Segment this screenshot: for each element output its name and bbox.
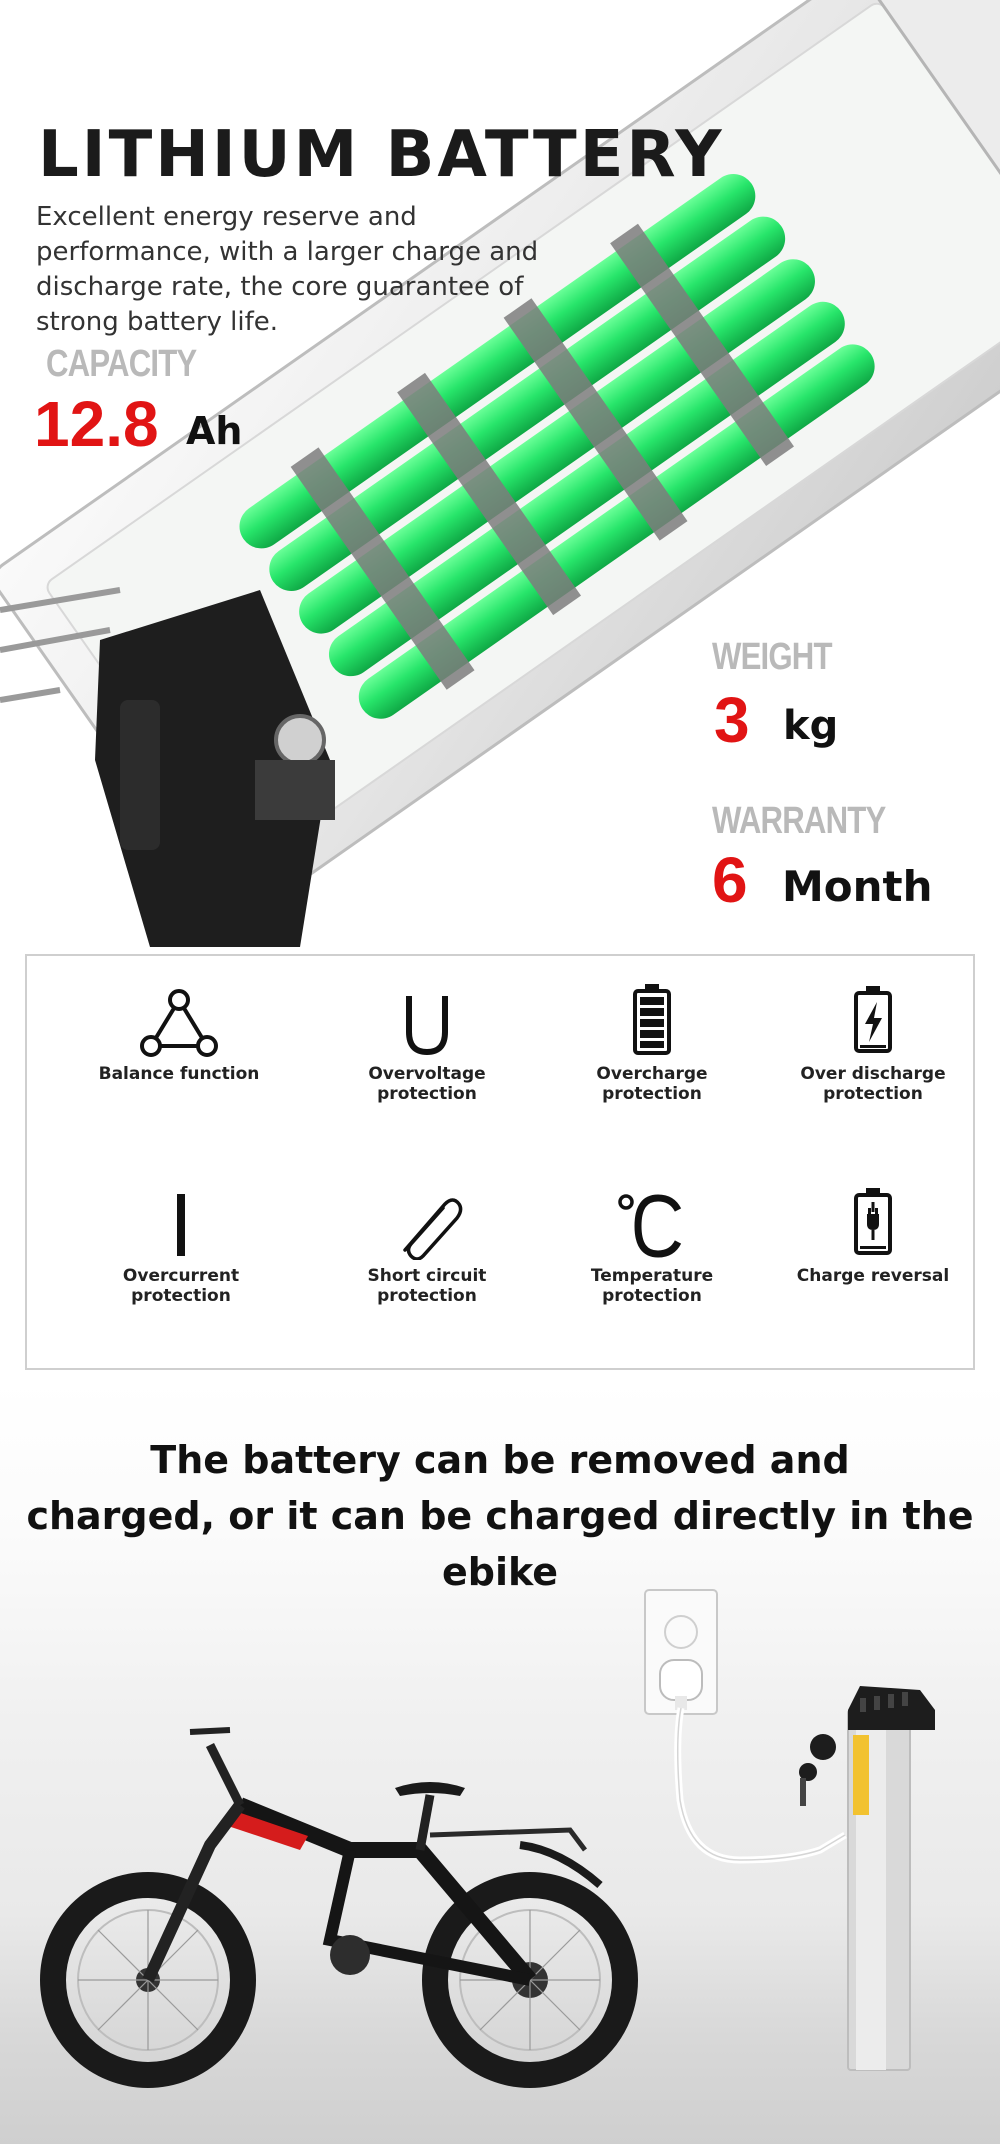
battery-bolt-icon (773, 982, 973, 1058)
charging-cable (678, 1708, 845, 1860)
feature-label: Charge reversal (796, 1266, 950, 1286)
celsius-icon (552, 1190, 752, 1260)
weight-value: 3 (714, 684, 750, 756)
protection-features-panel (25, 954, 975, 1370)
battery-plug-icon (773, 1184, 973, 1260)
feature-temperature-protection (552, 1190, 752, 1306)
feature-overcurrent-protection (81, 1190, 281, 1306)
page-title: LITHIUM BATTERY (38, 118, 725, 192)
headline-line-1: The battery can be removed and (150, 1438, 850, 1482)
feature-label: Overcharge protection (596, 1064, 708, 1104)
triangle-nodes-icon (79, 988, 279, 1058)
feature-label: Over discharge protection (800, 1064, 946, 1104)
weight-unit: kg (783, 703, 839, 749)
feature-short-circuit-protection (327, 1190, 527, 1306)
feature-over-discharge-protection (773, 982, 973, 1104)
warranty-label: WARRANTY (712, 800, 886, 842)
charging-illustration (0, 1380, 1000, 2144)
feature-balance-function (79, 988, 279, 1084)
hero-section (0, 0, 1000, 947)
feature-label: Temperature protection (590, 1266, 714, 1306)
removable-battery (799, 1686, 935, 2070)
ebike-illustration (53, 1730, 625, 2075)
feature-overvoltage-protection (327, 988, 527, 1104)
warranty-value: 6 (712, 844, 748, 916)
headline-line-2: charged, or it can be charged directly in the ebike (26, 1494, 974, 1594)
feature-label: Balance function (98, 1064, 260, 1084)
capacity-value: 12.8 (34, 388, 159, 460)
weight-label: WEIGHT (712, 636, 832, 678)
battery-full-icon (552, 982, 752, 1058)
i-bar-icon (81, 1190, 281, 1260)
capacity-label: CAPACITY (46, 343, 197, 385)
feature-label: Short circuit protection (367, 1266, 487, 1306)
charging-section (0, 1380, 1000, 2144)
hero-description: Excellent energy reserve and performance, with a larger charge and discharge rate, the core guarantee of strong battery life. (36, 202, 539, 337)
feature-label: Overvoltage protection (368, 1064, 486, 1104)
feature-label: Overcurrent protection (122, 1266, 240, 1306)
feature-charge-reversal (773, 1184, 973, 1286)
u-icon (327, 988, 527, 1058)
paperclip-icon (327, 1190, 527, 1260)
feature-overcharge-protection (552, 982, 752, 1104)
capacity-unit: Ah (186, 409, 243, 453)
warranty-unit: Month (782, 862, 933, 911)
wall-outlet (645, 1590, 717, 1714)
